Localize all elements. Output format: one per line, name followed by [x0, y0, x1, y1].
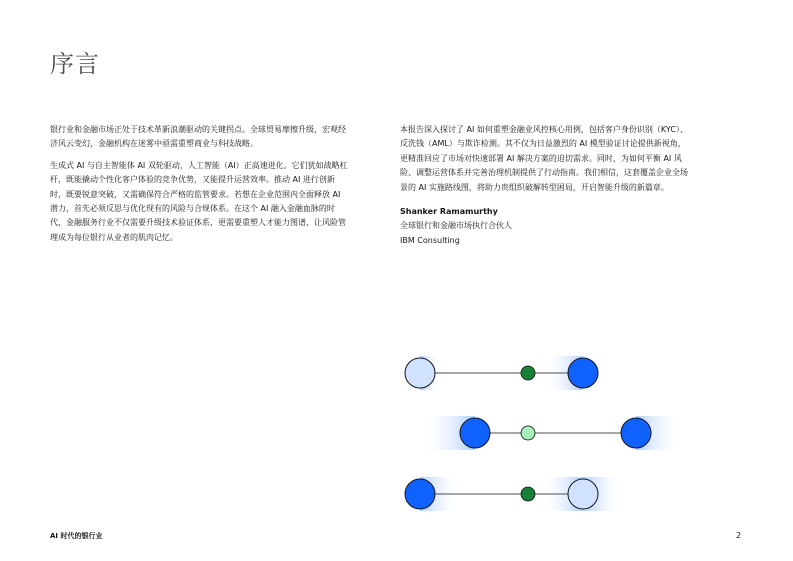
node-dot — [521, 366, 535, 380]
node-circle — [405, 479, 435, 509]
page-title: 序言 — [50, 50, 100, 78]
signature-role: 全球银行和金融市场执行合伙人 — [400, 221, 512, 231]
paragraph: 生成式 AI 与自主智能体 AI 双轮驱动，人工智能（AI）正高速进化。它们犹如战略杠杆，既能撬动个性化客户体验的竞争优势，又能提升运营效率。推动 AI 进行创新时，既要锐意突破，又需确保符合严格的监管要求。若想在企业范围内全面释放 AI 潜力，首先必须反思与优化现有的风险与合规体系。在这个 AI 融入金融血脉的时代，金融服务行业不仅需要升级技术验证体系，更需要重塑人才能力图谱，让风险管理成为每位银行从业者的肌肉记忆。 — [50, 160, 348, 242]
decorative-diagram — [390, 340, 680, 520]
node-dot — [521, 426, 535, 440]
node-circle — [621, 418, 651, 448]
diagram-row-3 — [405, 477, 623, 511]
signature-name: Shanker Ramamurthy — [400, 207, 498, 217]
right-column — [400, 123, 688, 248]
node-circle — [568, 479, 598, 509]
node-circle — [460, 418, 490, 448]
signature — [400, 205, 688, 248]
node-circle — [405, 358, 435, 388]
node-dot — [521, 487, 535, 501]
diagram-row-2 — [420, 416, 680, 450]
footer-title: AI 时代的银行业 — [50, 532, 103, 540]
signature-org: IBM Consulting — [400, 235, 460, 245]
diagram-row-1 — [405, 356, 598, 390]
page-number: 2 — [736, 531, 742, 540]
left-column — [50, 123, 350, 252]
node-circle — [568, 358, 598, 388]
paragraph: 银行业和金融市场正处于技术革新浪潮驱动的关键拐点。全球贸易摩擦升级，宏观经济风云变幻，金融机构在迷雾中亟需重塑商业与科技战略。 — [50, 125, 346, 149]
paragraph: 本报告深入探讨了 AI 如何重塑金融业风控核心用例，包括客户身份识别（KYC）、反洗钱（AML）与欺诈检测。其不仅为日益激烈的 AI 模型验证讨论提供新视角，更精准回应了市场对快速部署 AI 解决方案的迫切需求。同时，为如何平衡 AI 风险、调整运营体系并完善治理机制提供了行动指南。我们相信，这套覆盖企业全场景的 AI 实施路线图，将助力贵组织破解转型困局，开启智能升级的新篇章。 — [400, 125, 688, 192]
